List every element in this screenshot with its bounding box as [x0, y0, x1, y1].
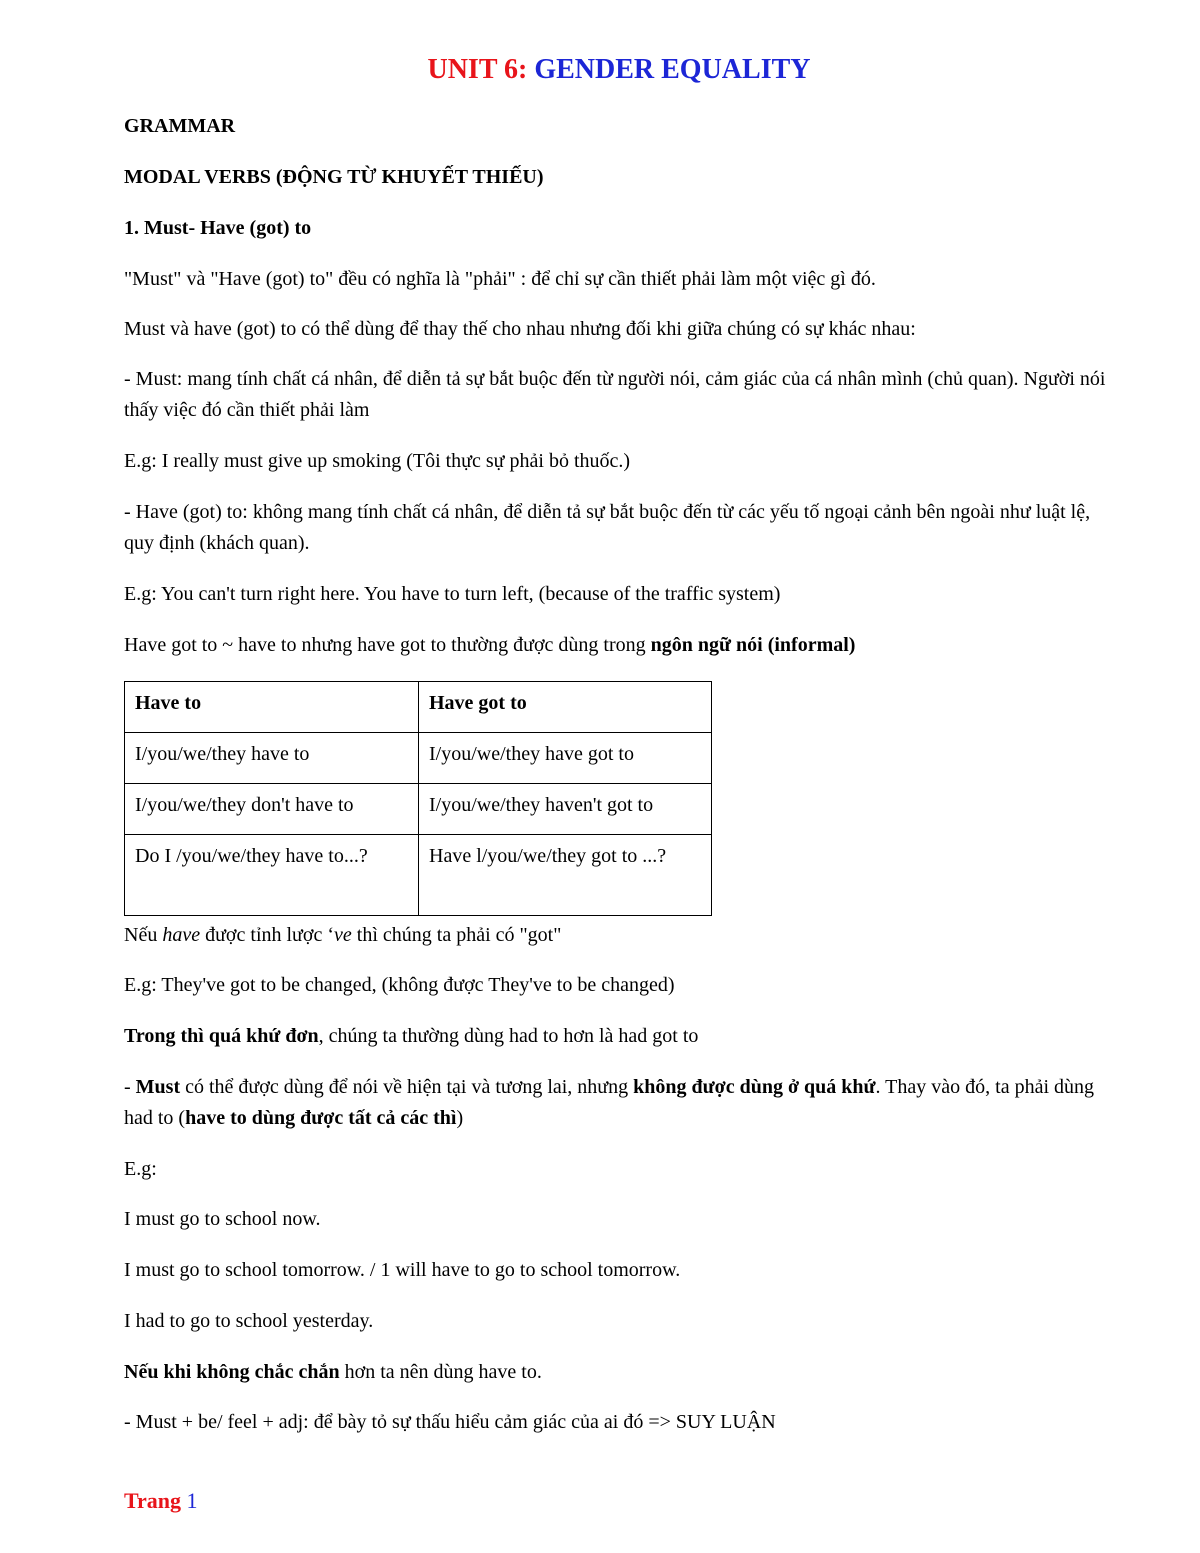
paragraph-must-tense: [124, 1072, 1114, 1134]
title-unit: UNIT 6:: [427, 54, 528, 85]
comparison-table: [124, 681, 712, 916]
example-have-to: E.g: You can't turn right here. You have to turn left, (because of the traffic system): [124, 583, 781, 605]
paragraph-past-simple: [124, 1021, 1114, 1052]
must-tense-bold: have to dùng được tất cả các thì: [185, 1107, 457, 1129]
contraction-text: thì chúng ta phải có "got": [351, 924, 562, 946]
must-tense-text: . Thay vào đó, ta phải dùng had to (: [124, 1076, 1095, 1129]
have-got-to-text: Have got to ~ have to nhưng have got to thường được dùng trong: [124, 634, 651, 656]
heading-must-have-to: 1. Must- Have (got) to: [124, 217, 312, 239]
table-row: [125, 733, 712, 784]
paragraph-meaning: "Must" và "Have (got) to" đều có nghĩa là "phải" : để chỉ sự cần thiết phải làm một việc gì đó.: [124, 268, 876, 290]
table-header-cell: Have to: [125, 682, 419, 733]
table-header-row: [125, 682, 712, 733]
paragraph-must-be-feel: - Must + be/ feel + adj: để bày tỏ sự thấu hiểu cảm giác của ai đó => SUY LUẬN: [124, 1411, 776, 1433]
heading-grammar: GRAMMAR: [124, 115, 236, 137]
footer-label: Trang: [124, 1488, 182, 1513]
past-simple-text: , chúng ta thường dùng had to hơn là had got to: [318, 1025, 699, 1047]
uncertain-bold: Nếu khi không chắc chắn: [124, 1361, 340, 1383]
paragraph-difference: Must và have (got) to có thể dùng để thay thế cho nhau nhưng đối khi giữa chúng có sự khác nhau:: [124, 318, 916, 340]
title-topic: GENDER EQUALITY: [534, 54, 811, 85]
table-row: [125, 835, 712, 916]
table-cell: Do I /you/we/they have to...?: [125, 835, 419, 916]
must-tense-bold: Must: [135, 1076, 181, 1098]
contraction-text: được tỉnh lược ‘: [200, 924, 335, 946]
page-footer: [124, 1488, 198, 1514]
example-tomorrow: I must go to school tomorrow. / 1 will have to go to school tomorrow.: [124, 1259, 681, 1281]
example-now: I must go to school now.: [124, 1208, 321, 1230]
contraction-have: have: [162, 924, 201, 946]
must-tense-text: có thể được dùng để nói về hiện tại và tương lai, nhưng: [180, 1076, 634, 1098]
page-title: [124, 54, 1114, 86]
must-tense-text: -: [124, 1076, 136, 1098]
table-cell: I/you/we/they haven't got to: [419, 784, 712, 835]
paragraph-have-to-definition: - Have (got) to: không mang tính chất cá nhân, để diễn tả sự bắt buộc đến từ các yếu tố ngoại cảnh bên ngoài như luật lệ, quy định (khách quan).: [124, 501, 1091, 554]
uncertain-text: hơn ta nên dùng have to.: [339, 1361, 542, 1383]
table-cell: I/you/we/they don't have to: [125, 784, 419, 835]
table-row: [125, 784, 712, 835]
example-label: E.g:: [124, 1158, 157, 1180]
table-cell: I/you/we/they have to: [125, 733, 419, 784]
heading-modal-verbs: MODAL VERBS (ĐỘNG TỪ KHUYẾT THIẾU): [124, 166, 544, 188]
have-got-to-informal: ngôn ngữ nói (informal): [650, 634, 856, 656]
example-must: E.g: I really must give up smoking (Tôi thực sự phải bỏ thuốc.): [124, 450, 631, 472]
table-cell: I/you/we/they have got to: [419, 733, 712, 784]
example-yesterday: I had to go to school yesterday.: [124, 1310, 374, 1332]
table-cell: Have l/you/we/they got to ...?: [419, 835, 712, 916]
paragraph-have-got-to: [124, 630, 1114, 661]
must-tense-text: ): [456, 1107, 464, 1129]
paragraph-contraction: [124, 920, 1114, 951]
contraction-text: Nếu: [124, 924, 163, 946]
table-header-cell: Have got to: [419, 682, 712, 733]
example-changed: E.g: They've got to be changed, (không được They've to be changed): [124, 974, 675, 996]
footer-page-number: 1: [186, 1488, 198, 1513]
contraction-ve: ve: [334, 924, 352, 946]
paragraph-uncertain: [124, 1357, 1114, 1388]
must-tense-bold: không được dùng ở quá khứ: [633, 1076, 876, 1098]
past-simple-bold: Trong thì quá khứ đơn: [124, 1025, 319, 1047]
paragraph-must-definition: - Must: mang tính chất cá nhân, để diễn tả sự bắt buộc đến từ người nói, cảm giác của cá nhân mình (chủ quan). Người nói thấy việc đó cần thiết phải làm: [124, 368, 1106, 421]
